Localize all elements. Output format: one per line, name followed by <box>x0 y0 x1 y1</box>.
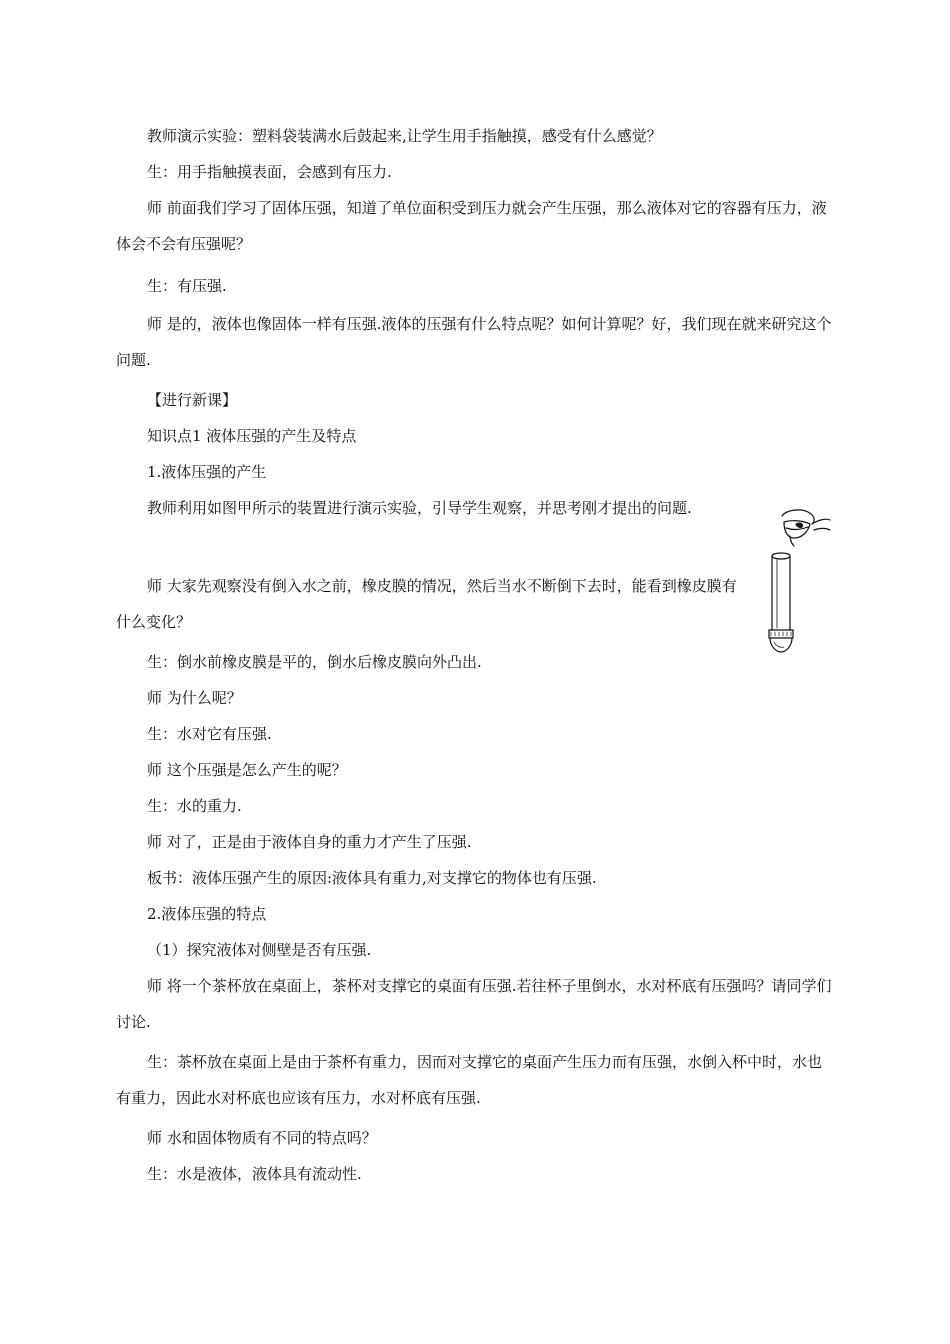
paragraph-board-note: 板书：液体压强产生的原因:液体具有重力,对支撑它的物体也有压强. <box>147 869 597 887</box>
subheading-features: 2.液体压强的特点 <box>147 905 267 923</box>
subheading-origin: 1.液体压强的产生 <box>147 463 267 481</box>
paragraph-teacher-teacup: 师 将一个茶杯放在桌面上，茶杯对支撑它的桌面有压强.若往杯子里倒水，水对杯底有压强吗？请同学们讨论. <box>116 977 832 1031</box>
paragraph-side-wall: （1）探究液体对侧壁是否有压强. <box>147 941 372 959</box>
paragraph-student-water-pressure: 生：水对它有压强. <box>147 725 272 743</box>
knowledge-point-heading: 知识点1 液体压强的产生及特点 <box>147 427 357 445</box>
paragraph-teacher-correct: 师 对了，正是由于液体自身的重力才产生了压强. <box>147 833 472 851</box>
paragraph-teacher-observe: 师 大家先观察没有倒入水之前，橡皮膜的情况，然后当水不断倒下去时，能看到橡皮膜有什么变化？ <box>116 577 737 631</box>
paragraph-teacher-how: 师 这个压强是怎么产生的呢？ <box>147 761 347 779</box>
paragraph-teacher-difference: 师 水和固体物质有不同的特点吗？ <box>147 1129 377 1147</box>
paragraph-teacher-research: 师 是的，液体也像固体一样有压强.液体的压强有什么特点呢？如何计算呢？好，我们现在就来研究这个问题. <box>116 315 832 369</box>
paragraph-teacher-solid-pressure: 师 前面我们学习了固体压强，知道了单位面积受到压力就会产生压强，那么液体对它的容器有压力，液体会不会有压强呢？ <box>116 199 827 253</box>
paragraph-demo-bag: 教师演示实验：塑料袋装满水后鼓起来,让学生用手指触摸，感受有什么感觉？ <box>147 127 662 145</box>
paragraph-student-pressure: 生：用手指触摸表面，会感到有压力. <box>147 163 392 181</box>
paragraph-student-fluidity: 生：水是液体，液体具有流动性. <box>147 1165 362 1183</box>
section-heading-new-lesson: 【进行新课】 <box>147 391 238 409</box>
rubber-membrane-tube-illustration <box>756 500 836 660</box>
paragraph-teacher-why: 师 为什么呢？ <box>147 689 242 707</box>
paragraph-student-gravity: 生：水的重力. <box>147 797 242 815</box>
paragraph-student-teacup: 生：茶杯放在桌面上是由于茶杯有重力，因而对支撑它的桌面产生压力而有压强，水倒入杯中时，水也有重力，因此水对杯底也应该有压力，水对杯底有压强. <box>116 1053 823 1107</box>
paragraph-student-membrane: 生：倒水前橡皮膜是平的，倒水后橡皮膜向外凸出. <box>147 653 482 671</box>
paragraph-teacher-demo-device: 教师利用如图甲所示的装置进行演示实验，引导学生观察，并思考刚才提出的问题. <box>147 499 692 517</box>
paragraph-student-yes: 生：有压强. <box>147 277 227 295</box>
